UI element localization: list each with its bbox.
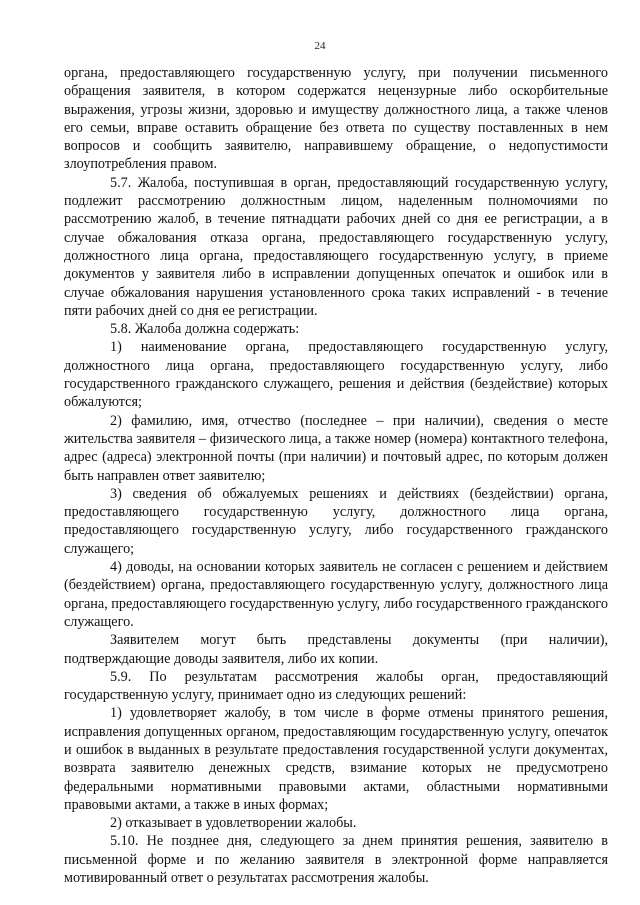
decision-item-2: 2) отказывает в удовлетворении жалобы.	[110, 815, 357, 832]
paragraph-5-9: 5.9. По результатам рассмотрения жалобы орган, предоставляющий государственную услугу, принимает одно из следующих решений:	[64, 668, 608, 704]
paragraph-documents: Заявителем могут быть представлены документы (при наличии), подтверждающие доводы заявителя, либо их копии.	[64, 632, 608, 667]
list-item-4: 4) доводы, на основании которых заявитель не согласен с решением и действием (бездействием) органа, предоставляющего государственную услугу, должностного лица органа, предоставляющего государственную услугу, либо государственного гражданского служащего.	[64, 559, 608, 630]
list-item-3: 3) сведения об обжалуемых решениях и действиях (бездействии) органа, предоставляющего государственную услугу, должностного лица органа, предоставляющего государственную услугу, либо государственного гражданского служащего;	[64, 485, 608, 557]
list-item-1: 1) наименование органа, предоставляющего государственную услугу, должностного лица органа, предоставляющего государственную услугу, либо государственного гражданского служащего, решения и действия (бездействие) которых обжалуются;	[64, 339, 608, 411]
document-body	[64, 64, 608, 887]
list-item-2: 2) фамилию, имя, отчество (последнее – при наличии), сведения о месте жительства заявителя – физического лица, а также номер (номера) контактного телефона, адрес (адреса) электронной почты (при наличии) и почтовый адрес, по которым должен быть направлен ответ заявителю;	[64, 412, 608, 484]
page-number: 24	[314, 40, 326, 52]
paragraph-5-7: 5.7. Жалоба, поступившая в орган, предоставляющий государственную услугу, подлежит рассмотрению должностным лицом, наделенным полномочиями по рассмотрению жалоб, в течение пятнадцати рабочих дней со дня ее регистрации, а в случае обжалования отказа органа, предоставляющего государственную услугу, должностного лица органа, предоставляющего государственную услугу, в приеме документов у заявителя либо в исправлении допущенных опечаток и ошибок или в случае обжалования нарушения установленного срока таких исправлений - в течение пяти рабочих дней со дня ее регистрации.	[64, 174, 608, 319]
paragraph-5-10: 5.10. Не позднее дня, следующего за днем принятия решения, заявителю в письменной форме и по желанию заявителя в электронной форме направляется мотивированный ответ о результатах рассмотрения жалобы.	[64, 833, 608, 887]
paragraph-continuation: органа, предоставляющего государственную услугу, при получении письменного обращения заявителя, в котором содержатся нецензурные либо оскорбительные выражения, угрозы жизни, здоровью и имуществу должностного лица, а также членов его семьи, вправе оставить обращение без ответа по существу поставленных в нем вопросов и сообщить заявителю, направившему обращение, о недопустимости злоупотребления правом.	[64, 65, 608, 173]
decision-item-1: 1) удовлетворяет жалобу, в том числе в форме отмены принятого решения, исправления допущенных органом, предоставляющим государственную услугу, опечаток и ошибок в выданных в результате предоставления государственной услуги документах, возврата заявителю денежных средств, взимание которых не предусмотрено федеральными нормативными правовыми актами, областными нормативными правовыми актами, а также в иных формах;	[64, 705, 608, 813]
paragraph-5-8: 5.8. Жалоба должна содержать:	[110, 321, 300, 338]
